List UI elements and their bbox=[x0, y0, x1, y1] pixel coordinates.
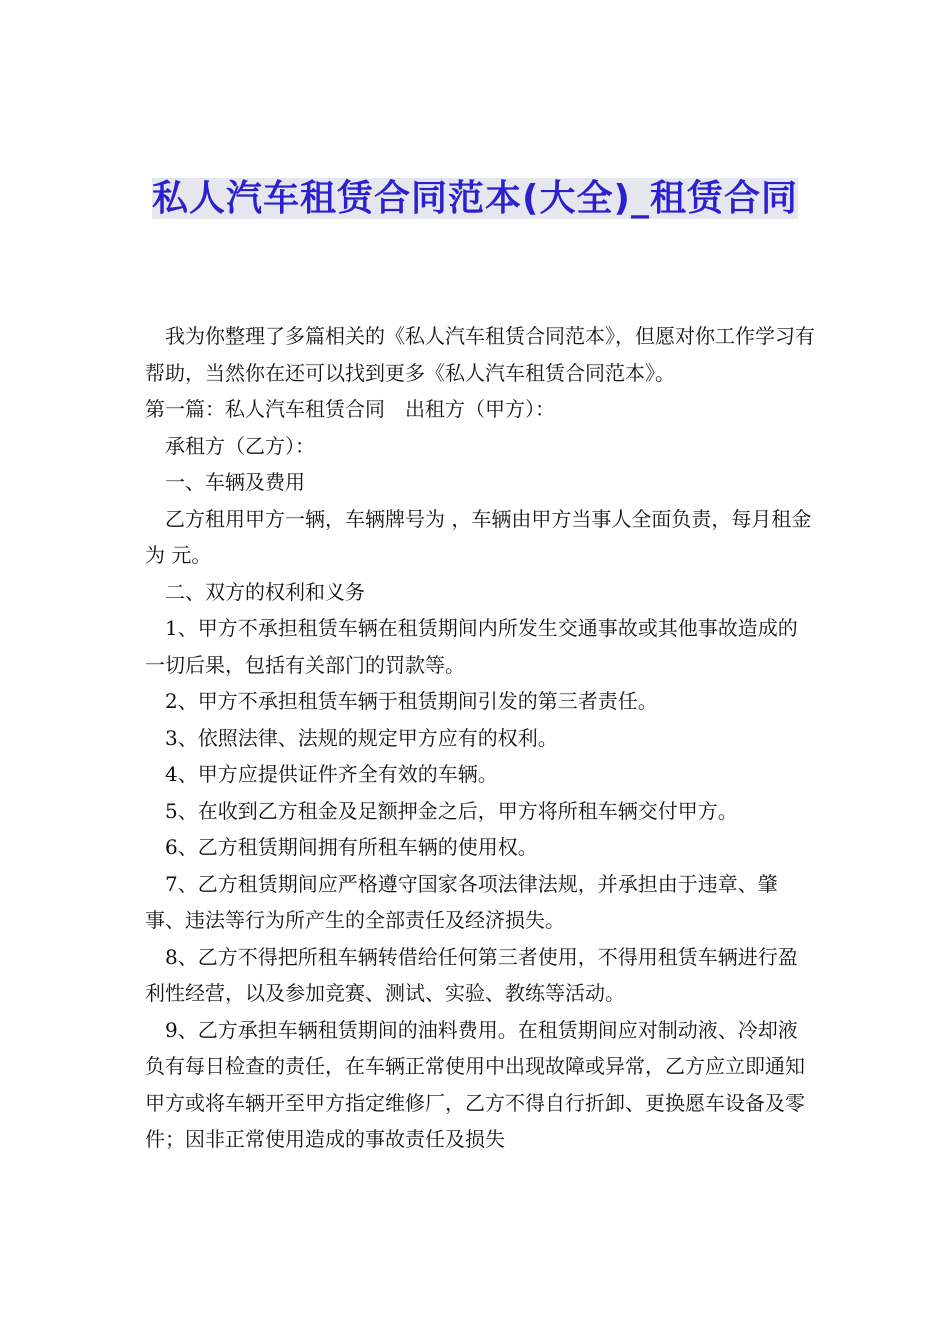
document-body bbox=[145, 318, 815, 1158]
paragraph-lessee: 承租方（乙方）： bbox=[165, 433, 315, 458]
clause-1: 1、甲方不承担租赁车辆在租赁期间内所发生交通事故或其他事故造成的一切后果，包括有关部门的罚款等。 bbox=[145, 616, 798, 677]
clause-5: 5、在收到乙方租金及足额押金之后，甲方将所租车辆交付甲方。 bbox=[165, 798, 738, 823]
paragraph-intro: 我为你整理了多篇相关的《私人汽车租赁合同范本》，但愿对你工作学习有帮助，当然你在还可以找到更多《私人汽车租赁合同范本》。 bbox=[145, 324, 815, 385]
paragraph-vehicle-terms: 乙方租用甲方一辆，车辆牌号为 ，车辆由甲方当事人全面负责，每月租金为 元。 bbox=[145, 506, 812, 567]
clause-3: 3、依照法律、法规的规定甲方应有的权利。 bbox=[165, 725, 558, 750]
clause-8: 8、乙方不得把所租车辆转借给任何第三者使用，不得用租赁车辆进行盈利性经营，以及参加竞赛、测试、实验、教练等活动。 bbox=[145, 944, 798, 1005]
clause-2: 2、甲方不承担租赁车辆于租赁期间引发的第三者责任。 bbox=[165, 689, 658, 713]
document-title: 私人汽车租赁合同范本(大全)_租赁合同 bbox=[152, 178, 798, 219]
paragraph-heading-vehicle: 一、车辆及费用 bbox=[165, 470, 305, 494]
clause-4: 4、甲方应提供证件齐全有效的车辆。 bbox=[165, 762, 498, 786]
clause-9: 9、乙方承担车辆租赁期间的油料费用。在租赁期间应对制动液、冷却液负有每日检查的责任，在车辆正常使用中出现故障或异常，乙方应立即通知甲方或将车辆开至甲方指定维修厂，乙方不得自行折卸、更换愿车设备及零件；因非正常使用造成的事故责任及损失 bbox=[145, 1017, 805, 1151]
paragraph-heading-rights: 二、双方的权利和义务 bbox=[165, 579, 365, 604]
clause-6: 6、乙方租赁期间拥有所租车辆的使用权。 bbox=[165, 835, 538, 859]
title-block bbox=[150, 172, 800, 226]
clause-7: 7、乙方租赁期间应严格遵守国家各项法律法规，并承担由于违章、肇事、违法等行为所产生的全部责任及经济损失。 bbox=[145, 871, 778, 932]
paragraph-section-heading: 第一篇：私人汽车租赁合同 出租方（甲方）： bbox=[145, 397, 555, 421]
